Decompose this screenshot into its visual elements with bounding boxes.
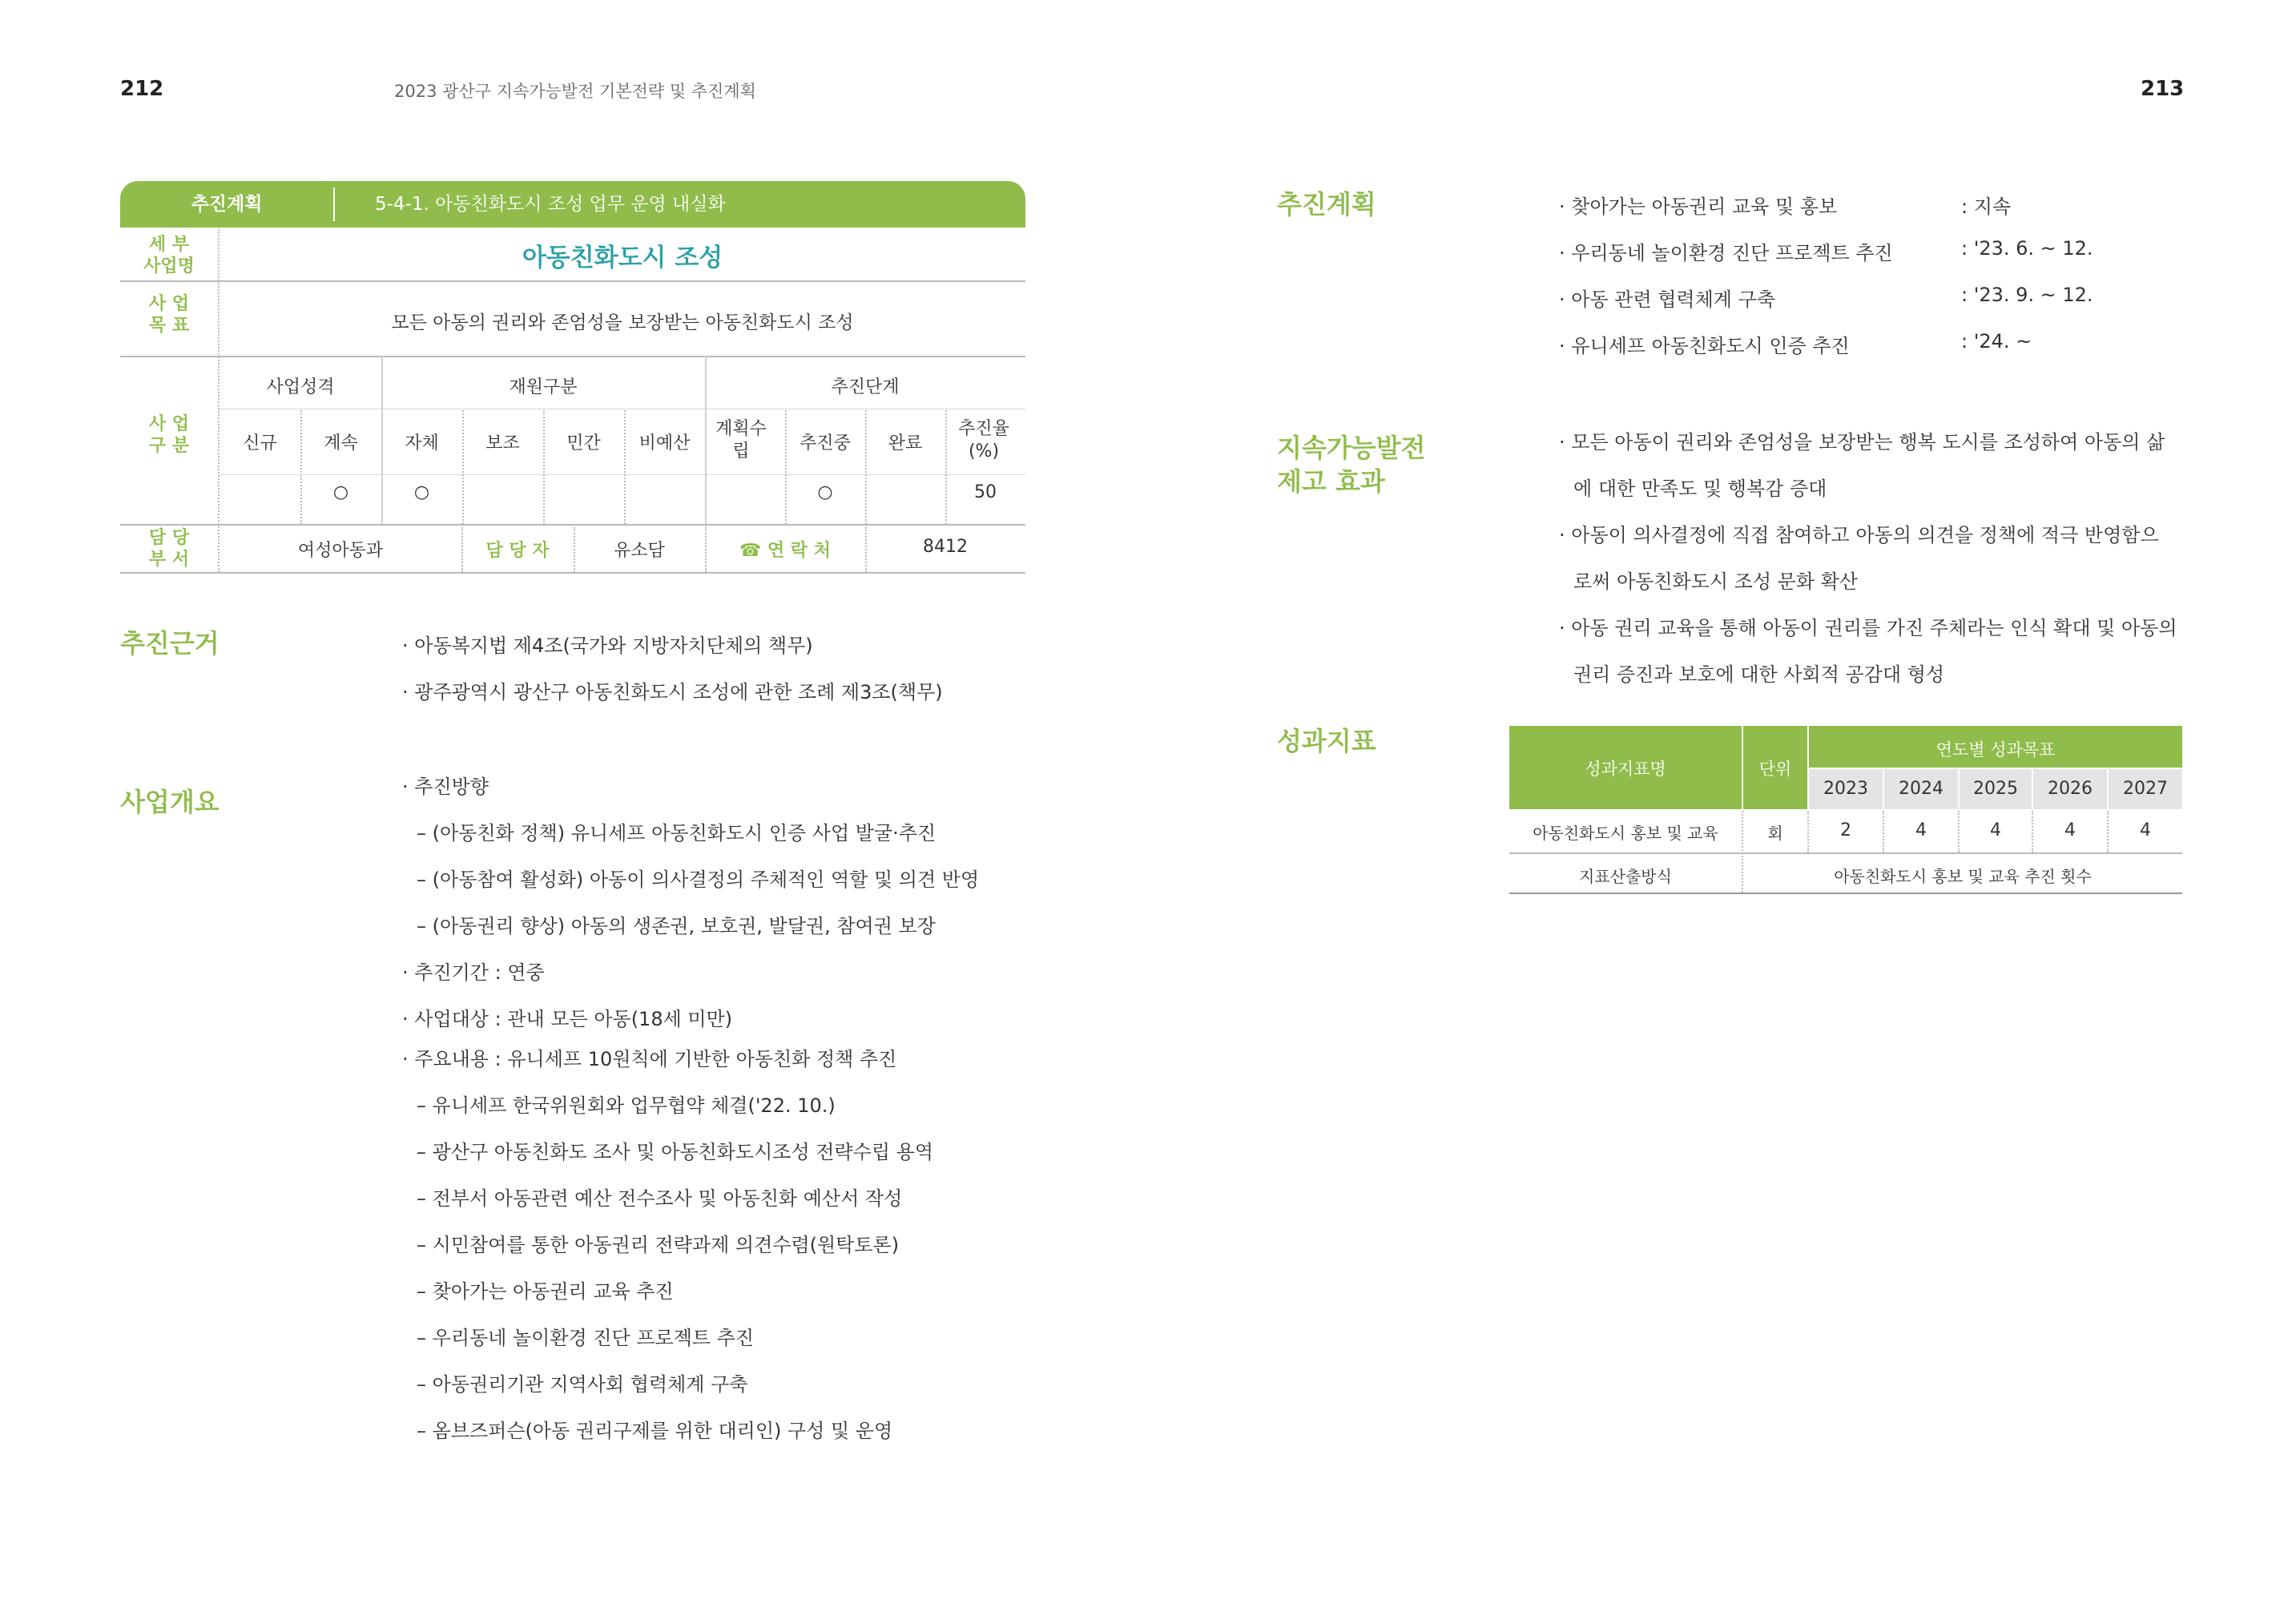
sub-complete: 완료 <box>888 433 923 453</box>
col-yearly-target: 연도별 성과목표 <box>1935 740 2056 760</box>
indicator-title: 성과지표 <box>1277 726 1376 756</box>
effect-line: · 아동 권리 교육을 통해 아동이 권리를 가진 주체라는 인식 확대 및 아동의 <box>1559 617 2177 639</box>
plan-item: · 우리동네 놀이환경 진단 프로젝트 추진 <box>1559 242 1893 264</box>
contact-label: ☎ 연 락 처 <box>739 541 832 561</box>
row-value-2027: 4 <box>2140 820 2151 840</box>
sub-subsidy: 보조 <box>485 433 520 453</box>
basis-item: · 광주광역시 광산구 아동친화도시 조성에 관한 조례 제3조(책무) <box>402 681 943 703</box>
detail-value: 아동친화도시 조성 <box>522 244 723 272</box>
overview-line: – 옴브즈퍼슨(아동 권리구제를 위한 대리인) 구성 및 운영 <box>417 1420 893 1442</box>
overview-title: 사업개요 <box>120 787 220 817</box>
col-unit: 단위 <box>1758 760 1792 779</box>
mark-continue: ○ <box>332 482 349 502</box>
sub-continue: 계속 <box>324 433 358 453</box>
indicator-table <box>1509 726 2182 894</box>
method-label: 지표산출방식 <box>1579 867 1672 886</box>
overview-line: · 추진방향 <box>402 776 489 798</box>
plan-item-period: : 지속 <box>1961 195 2012 218</box>
overview-line: – 찾아가는 아동권리 교육 추진 <box>417 1280 674 1303</box>
plan-item: · 찾아가는 아동권리 교육 및 홍보 <box>1559 195 1838 218</box>
year-2025: 2025 <box>1973 779 2018 799</box>
overview-line: – (아동친화 정책) 유니세프 아동친화도시 인증 사업 발굴·추진 <box>417 822 937 844</box>
sub-new: 신규 <box>243 433 277 453</box>
plan-header-value: 5-4-1. 아동친화도시 조성 업무 운영 내실화 <box>375 194 726 215</box>
row-value-2024: 4 <box>1915 820 1927 840</box>
col-indicator-name: 성과지표명 <box>1585 760 1666 779</box>
page-number-left: 212 <box>120 77 164 101</box>
category-label: 사 업 구 분 <box>148 414 190 456</box>
sub-planning: 계획수립 <box>715 419 767 461</box>
overview-line: – 전부서 아동관련 예산 전수조사 및 아동친화 예산서 작성 <box>417 1187 903 1210</box>
overview-line: – 우리동네 놀이환경 진단 프로젝트 추진 <box>417 1327 755 1349</box>
row-value-2025: 4 <box>1990 820 2001 840</box>
sub-progress-rate: 추진율 (%) <box>958 419 1009 461</box>
overview-line: · 사업대상 : 관내 모든 아동(18세 미만) <box>402 1008 733 1030</box>
effect-line: 에 대한 만족도 및 행복감 증대 <box>1573 478 1827 500</box>
sub-private: 민간 <box>566 433 601 453</box>
plan-item-period: : '23. 9. ~ 12. <box>1961 284 2093 306</box>
overview-line: – 광산구 아동친화도 조사 및 아동친화도시조성 전략수립 용역 <box>417 1141 934 1163</box>
plan-header-label: 추진계획 <box>191 194 263 215</box>
overview-line: – 유니세프 한국위원회와 업무협약 체결('22. 10.) <box>417 1094 836 1117</box>
plan-item-period: : '24. ~ <box>1961 330 2032 353</box>
plan-table-header <box>120 181 1025 228</box>
plan-item-period: : '23. 6. ~ 12. <box>1961 237 2093 260</box>
year-2023: 2023 <box>1823 779 1868 799</box>
sub-self: 자체 <box>405 433 439 453</box>
overview-line: · 주요내용 : 유니세프 10원칙에 기반한 아동친화 정책 추진 <box>402 1048 897 1070</box>
year-2024: 2024 <box>1899 779 1944 799</box>
method-value: 아동친화도시 홍보 및 교육 추진 횟수 <box>1834 867 2092 886</box>
group-stage: 추진단계 <box>831 377 900 397</box>
basis-item: · 아동복지법 제4조(국가와 지방자치단체의 책무) <box>402 635 813 657</box>
plan-item: · 유니세프 아동친화도시 인증 추진 <box>1559 335 1850 357</box>
plan-item: · 아동 관련 협력체계 구축 <box>1559 288 1775 311</box>
effect-line: · 모든 아동이 권리와 존엄성을 보장받는 행복 도시를 조성하여 아동의 삶 <box>1559 431 2165 453</box>
person-label: 담 당 자 <box>485 541 550 561</box>
dept-value: 여성아동과 <box>297 541 384 561</box>
sub-nonbudget: 비예산 <box>638 433 691 453</box>
row-value-2023: 2 <box>1840 820 1851 840</box>
row-value-2026: 4 <box>2064 820 2076 840</box>
plan-table <box>120 181 1025 574</box>
group-business-nature: 사업성격 <box>266 377 335 397</box>
year-2026: 2026 <box>2048 779 2093 799</box>
effect-title: 지속가능발전 제고 효과 <box>1277 433 1426 497</box>
effect-line: 로써 아동친화도시 조성 문화 확산 <box>1573 570 1859 593</box>
contact-value: 8412 <box>923 537 968 557</box>
sub-in-progress: 추진중 <box>800 433 851 453</box>
group-funding: 재원구분 <box>509 377 578 397</box>
person-value: 유소담 <box>614 541 665 561</box>
goal-value: 모든 아동의 권리와 존엄성을 보장받는 아동친화도시 조성 <box>391 312 854 333</box>
page-number-right: 213 <box>2141 77 2185 101</box>
overview-line: – (아동참여 활성화) 아동이 의사결정의 주체적인 역할 및 의견 반영 <box>417 868 980 891</box>
mark-progress-rate: 50 <box>974 482 997 502</box>
overview-line: – (아동권리 향상) 아동의 생존권, 보호권, 발달권, 참여권 보장 <box>417 915 936 937</box>
goal-label: 사 업 목 표 <box>148 294 190 336</box>
overview-line: · 추진기간 : 연중 <box>402 961 545 984</box>
running-head: 2023 광산구 지속가능발전 기본전략 및 추진계획 <box>394 82 756 101</box>
basis-title: 추진근거 <box>120 628 220 659</box>
overview-line: – 아동권리기관 지역사회 협력체계 구축 <box>417 1373 748 1396</box>
right-plan-title: 추진계획 <box>1277 189 1376 220</box>
mark-self: ○ <box>413 482 430 502</box>
overview-line: – 시민참여를 통한 아동권리 전략과제 의견수렴(원탁토론) <box>417 1234 900 1256</box>
row-unit: 회 <box>1767 824 1783 843</box>
year-2027: 2027 <box>2123 779 2168 799</box>
detail-label: 세 부 사업명 <box>143 235 195 276</box>
effect-line: · 아동이 의사결정에 직접 참여하고 아동의 의견을 정책에 적극 반영함으 <box>1559 524 2159 546</box>
effect-line: 권리 증진과 보호에 대한 사회적 공감대 형성 <box>1573 663 1945 686</box>
mark-in-progress: ○ <box>817 482 833 502</box>
dept-label: 담 당 부 서 <box>148 528 190 570</box>
row-indicator-name: 아동친화도시 홍보 및 교육 <box>1533 824 1718 843</box>
